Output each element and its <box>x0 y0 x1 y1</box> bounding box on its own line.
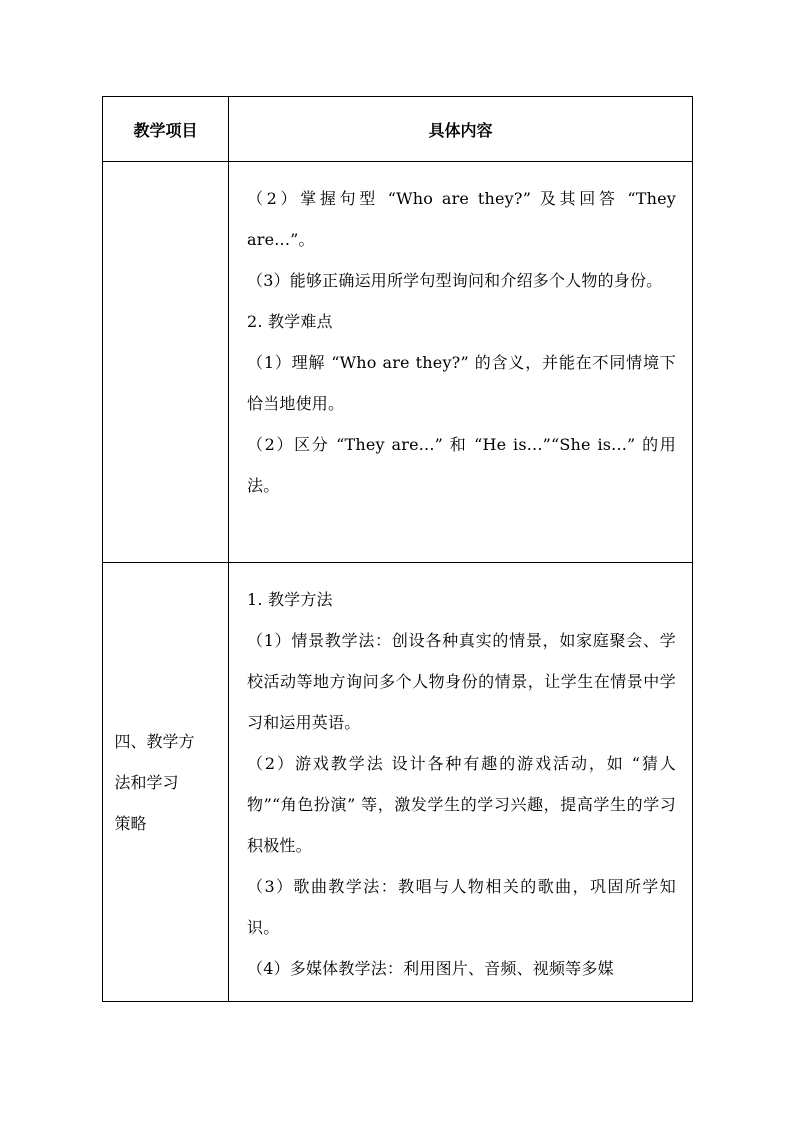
row-label-line: 四、教学方 <box>114 731 195 751</box>
table-row <box>103 162 693 563</box>
header-teaching-item: 教学项目 <box>103 97 229 162</box>
paragraph: （4）多媒体教学法：利用图片、音频、视频等多媒 <box>247 959 614 978</box>
row-label-empty <box>103 162 229 563</box>
paragraph: （2）游戏教学法 设计各种有趣的游戏活动，如 “猜人物”“角色扮演” 等，激发学生的学习兴趣，提高学生的学习积极性。 <box>247 754 676 855</box>
paragraph: （1）理解 “Who are they?” 的含义，并能在不同情境下恰当地使用。 <box>247 353 676 413</box>
row-content <box>229 563 693 1002</box>
paragraph: （3）能够正确运用所学句型询问和介绍多个人物的身份。 <box>247 271 663 290</box>
lesson-plan-table <box>102 96 693 1002</box>
row-label-line: 策略 <box>114 813 147 833</box>
row-label-line: 法和学习 <box>114 772 179 792</box>
paragraph: 1. 教学方法 <box>247 590 333 609</box>
row-label-methods <box>103 563 229 1002</box>
paragraph: 2. 教学难点 <box>247 312 333 331</box>
paragraph: （2）区分 “They are...” 和 “He is...”“She is...” 的用法。 <box>247 435 676 495</box>
table-row <box>103 563 693 1002</box>
row-content <box>229 162 693 563</box>
paragraph: （2）掌握句型 “Who are they?” 及其回答 “They are...”。 <box>247 189 676 249</box>
header-specific-content: 具体内容 <box>229 97 693 162</box>
table-header-row <box>103 97 693 162</box>
paragraph: （1）情景教学法：创设各种真实的情景，如家庭聚会、学校活动等地方询问多个人物身份的情景，让学生在情景中学习和运用英语。 <box>247 631 676 732</box>
paragraph: （3）歌曲教学法：教唱与人物相关的歌曲，巩固所学知识。 <box>247 877 676 937</box>
